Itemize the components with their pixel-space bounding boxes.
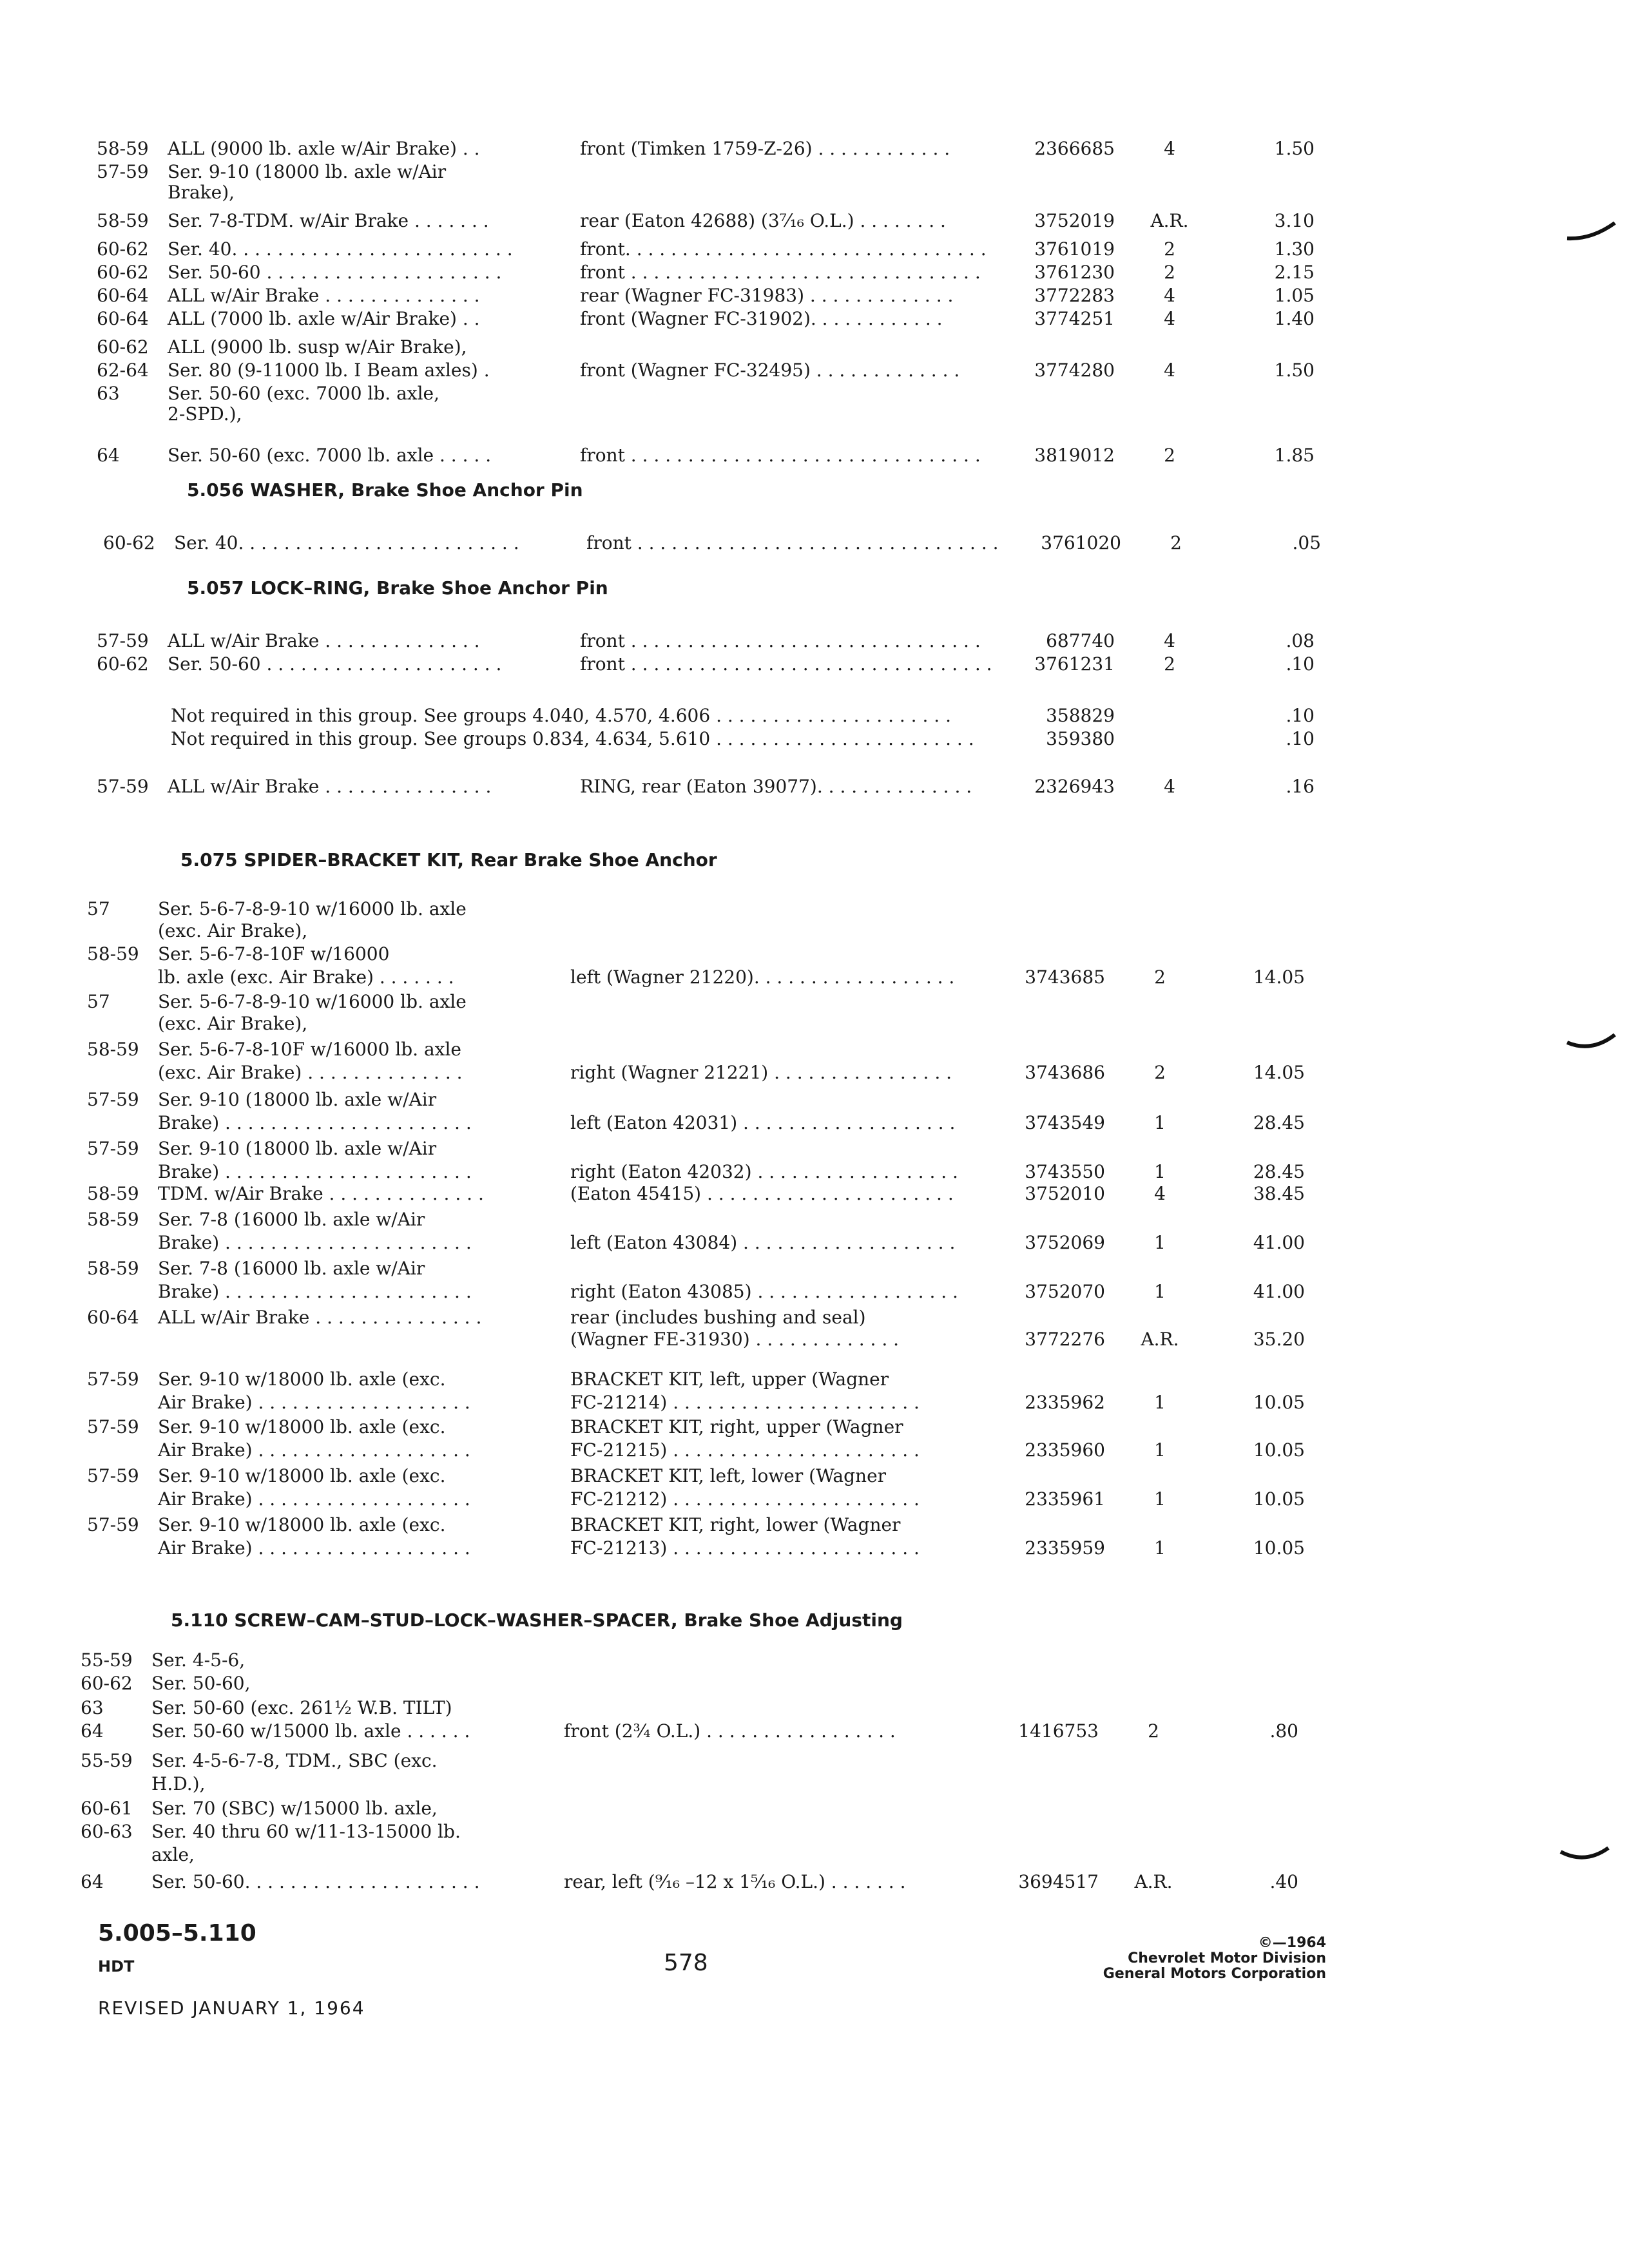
section-subtitle: Rear Brake Shoe Anchor xyxy=(470,849,717,870)
year-range: 57-59 xyxy=(87,1369,139,1390)
application: Ser. 9-10 w/18000 lb. axle (exc. xyxy=(158,1416,446,1437)
part-number: 358829 xyxy=(1046,705,1115,726)
part-description: BRACKET KIT, left, upper (Wagner xyxy=(570,1369,889,1390)
price: 1.85 xyxy=(1274,445,1315,466)
application: ALL w/Air Brake . . . . . . . . . . . . . . xyxy=(168,285,480,306)
price: 10.05 xyxy=(1253,1392,1305,1413)
year-range: 60-62 xyxy=(97,653,149,675)
application: lb. axle (exc. Air Brake) . . . . . . . xyxy=(158,966,454,988)
part-description: front . . . . . . . . . . . . . . . . . . . . . . . . . . . . . . . . xyxy=(586,532,999,553)
application: ALL (7000 lb. axle w/Air Brake) . . xyxy=(168,308,480,329)
hdt-label: HDT xyxy=(98,1957,135,1975)
year-range: 60-62 xyxy=(97,262,149,283)
year-range: 58-59 xyxy=(87,1209,139,1230)
section-number: 5.110 xyxy=(171,1610,228,1631)
quantity: 1 xyxy=(1154,1112,1166,1133)
application: Ser. 4-5-6, xyxy=(151,1649,246,1671)
year-range: 57-59 xyxy=(87,1089,139,1110)
price: .08 xyxy=(1286,630,1315,651)
part-number: 687740 xyxy=(1046,630,1115,651)
year-range: 57-59 xyxy=(97,161,149,182)
application: Ser. 4-5-6-7-8, TDM., SBC (exc. xyxy=(151,1750,438,1771)
year-range: 57-59 xyxy=(87,1416,139,1437)
section-heading xyxy=(187,577,608,599)
year-range: 57-59 xyxy=(87,1514,139,1535)
application: Ser. 7-8 (16000 lb. axle w/Air xyxy=(158,1209,425,1230)
quantity: 1 xyxy=(1154,1439,1166,1461)
part-number: 359380 xyxy=(1046,728,1115,749)
price: 1.50 xyxy=(1274,360,1315,381)
application: Ser. 50-60 (exc. 7000 lb. axle, xyxy=(168,383,439,404)
price: .10 xyxy=(1286,705,1315,726)
part-number: 2366685 xyxy=(1034,138,1115,159)
year-range: 60-62 xyxy=(97,238,149,260)
part-description: left (Eaton 43084) . . . . . . . . . . . . . . . . . . . xyxy=(570,1232,956,1253)
part-description: front . . . . . . . . . . . . . . . . . . . . . . . . . . . . . . . xyxy=(580,630,981,651)
application: Air Brake) . . . . . . . . . . . . . . . . . . . xyxy=(158,1392,470,1413)
application: Ser. 50-60 w/15000 lb. axle . . . . . . xyxy=(151,1720,470,1742)
part-number: 3761019 xyxy=(1034,238,1115,260)
part-description: front (Timken 1759-Z-26) . . . . . . . . . . . . xyxy=(580,138,950,159)
price: .05 xyxy=(1292,532,1321,553)
part-description: right (Wagner 21221) . . . . . . . . . . . . . . . . xyxy=(570,1062,952,1083)
quantity: 1 xyxy=(1154,1537,1166,1559)
section-title: SPIDER–BRACKET KIT, xyxy=(244,849,465,870)
application: ALL (9000 lb. axle w/Air Brake) . . xyxy=(168,138,480,159)
quantity: 1 xyxy=(1154,1161,1166,1182)
application: Ser. 40 thru 60 w/11-13-15000 lb. xyxy=(151,1821,461,1842)
application: Ser. 40. . . . . . . . . . . . . . . . . . . . . . . . . xyxy=(174,532,519,553)
part-description: rear (Wagner FC-31983) . . . . . . . . . . . . . xyxy=(580,285,954,306)
note-text: Not required in this group. See groups 0.834, 4.634, 5.610 . . . . . . . . . . . . . . . . . . . . . . . xyxy=(171,728,974,749)
quantity: A.R. xyxy=(1134,1871,1173,1892)
application: Ser. 7-8 (16000 lb. axle w/Air xyxy=(158,1258,425,1279)
application: Ser. 50-60 . . . . . . . . . . . . . . . . . . . . . xyxy=(168,653,502,675)
price: 38.45 xyxy=(1253,1183,1305,1204)
section-heading xyxy=(171,1610,903,1631)
application: Ser. 50-60, xyxy=(151,1673,251,1694)
year-range: 57-59 xyxy=(97,630,149,651)
year-range: 60-64 xyxy=(97,285,149,306)
application: Ser. 5-6-7-8-9-10 w/16000 lb. axle xyxy=(158,898,467,919)
quantity: 2 xyxy=(1164,653,1175,675)
part-number: 3743686 xyxy=(1025,1062,1105,1083)
application: Ser. 9-10 w/18000 lb. axle (exc. xyxy=(158,1514,446,1535)
price: 10.05 xyxy=(1253,1488,1305,1510)
year-range: 58-59 xyxy=(97,138,149,159)
price: 14.05 xyxy=(1253,966,1305,988)
section-number: 5.057 xyxy=(187,577,244,599)
part-description: front (Wagner FC-32495) . . . . . . . . . . . . . xyxy=(580,360,960,381)
part-number: 3774251 xyxy=(1034,308,1115,329)
application: (exc. Air Brake), xyxy=(158,920,308,941)
application: Ser. 5-6-7-8-9-10 w/16000 lb. axle xyxy=(158,991,467,1012)
price: 10.05 xyxy=(1253,1537,1305,1559)
division-name: Chevrolet Motor Division xyxy=(1128,1950,1326,1966)
price: 41.00 xyxy=(1253,1232,1305,1253)
quantity: 4 xyxy=(1164,360,1175,381)
year-range: 57-59 xyxy=(87,1465,139,1486)
price: 2.15 xyxy=(1274,262,1315,283)
application: Air Brake) . . . . . . . . . . . . . . . . . . . xyxy=(158,1537,470,1559)
quantity: 1 xyxy=(1154,1392,1166,1413)
year-range: 57-59 xyxy=(87,1138,139,1159)
application: Ser. 50-60 (exc. 261½ W.B. TILT) xyxy=(151,1697,452,1718)
year-range: 57-59 xyxy=(97,776,149,797)
application: Ser. 40. . . . . . . . . . . . . . . . . . . . . . . . . xyxy=(168,238,513,260)
application: ALL w/Air Brake . . . . . . . . . . . . . . . xyxy=(168,776,492,797)
quantity: A.R. xyxy=(1141,1329,1179,1350)
application: Brake) . . . . . . . . . . . . . . . . . . . . . . xyxy=(158,1232,472,1253)
price: 1.05 xyxy=(1274,285,1315,306)
part-description: BRACKET KIT, right, upper (Wagner xyxy=(570,1416,903,1437)
year-range: 60-63 xyxy=(81,1821,133,1842)
year-range: 58-59 xyxy=(87,1183,139,1204)
part-number: 3819012 xyxy=(1034,445,1115,466)
price: .80 xyxy=(1269,1720,1298,1742)
part-number: 3752010 xyxy=(1025,1183,1105,1204)
part-description: BRACKET KIT, right, lower (Wagner xyxy=(570,1514,901,1535)
application: Ser. 50-60 . . . . . . . . . . . . . . . . . . . . . xyxy=(168,262,502,283)
application: Ser. 9-10 (18000 lb. axle w/Air xyxy=(158,1138,437,1159)
year-range: 58-59 xyxy=(87,943,139,965)
part-description: FC-21213) . . . . . . . . . . . . . . . . . . . . . . xyxy=(570,1537,920,1559)
section-subtitle: Brake Shoe Anchor Pin xyxy=(351,479,583,501)
section-range: 5.005–5.110 xyxy=(98,1920,256,1946)
quantity: 4 xyxy=(1164,630,1175,651)
part-number: 2335962 xyxy=(1025,1392,1105,1413)
part-description: (Wagner FE-31930) . . . . . . . . . . . . . xyxy=(570,1329,900,1350)
quantity: 1 xyxy=(1154,1281,1166,1302)
part-number: 3694517 xyxy=(1018,1871,1099,1892)
part-description: front . . . . . . . . . . . . . . . . . . . . . . . . . . . . . . . . xyxy=(580,653,992,675)
part-number: 2335959 xyxy=(1025,1537,1105,1559)
year-range: 60-64 xyxy=(97,308,149,329)
year-range: 60-64 xyxy=(87,1307,139,1328)
application: Brake) . . . . . . . . . . . . . . . . . . . . . . xyxy=(158,1112,472,1133)
application: Ser. 9-10 w/18000 lb. axle (exc. xyxy=(158,1465,446,1486)
application: Ser. 80 (9-11000 lb. I Beam axles) . xyxy=(168,360,490,381)
section-title: WASHER, xyxy=(250,479,345,501)
year-range: 64 xyxy=(81,1871,104,1892)
quantity: 2 xyxy=(1154,1062,1166,1083)
year-range: 60-61 xyxy=(81,1798,133,1819)
quantity: 1 xyxy=(1154,1488,1166,1510)
price: 28.45 xyxy=(1253,1112,1305,1133)
part-description: BRACKET KIT, left, lower (Wagner xyxy=(570,1465,887,1486)
application: H.D.), xyxy=(151,1773,206,1794)
year-range: 64 xyxy=(81,1720,104,1742)
year-range: 63 xyxy=(81,1697,104,1718)
part-description: left (Eaton 42031) . . . . . . . . . . . . . . . . . . . xyxy=(570,1112,956,1133)
section-number: 5.056 xyxy=(187,479,244,501)
part-description: right (Eaton 42032) . . . . . . . . . . . . . . . . . . xyxy=(570,1161,958,1182)
quantity: 2 xyxy=(1164,262,1175,283)
part-number: 1416753 xyxy=(1018,1720,1099,1742)
year-range: 60-62 xyxy=(103,532,155,553)
year-range: 58-59 xyxy=(97,210,149,231)
quantity: 2 xyxy=(1170,532,1182,553)
part-description: rear (includes bushing and seal) xyxy=(570,1307,866,1328)
year-range: 57 xyxy=(87,991,110,1012)
application: Brake), xyxy=(168,182,235,203)
application: TDM. w/Air Brake . . . . . . . . . . . . . . xyxy=(158,1183,484,1204)
part-number: 3743685 xyxy=(1025,966,1105,988)
part-description: FC-21212) . . . . . . . . . . . . . . . . . . . . . . xyxy=(570,1488,920,1510)
application: ALL (9000 lb. susp w/Air Brake), xyxy=(168,336,467,358)
margin-mark xyxy=(1566,1031,1617,1057)
year-range: 57 xyxy=(87,898,110,919)
part-description: rear, left (⁹⁄₁₆ –12 x 1⁵⁄₁₆ O.L.) . . . . . . . xyxy=(564,1871,906,1892)
price: 14.05 xyxy=(1253,1062,1305,1083)
quantity: 2 xyxy=(1148,1720,1159,1742)
page-number: 578 xyxy=(664,1950,708,1976)
note-text: Not required in this group. See groups 4.040, 4.570, 4.606 . . . . . . . . . . . . . . . . . . . . . xyxy=(171,705,951,726)
quantity: 4 xyxy=(1154,1183,1166,1204)
price: 1.50 xyxy=(1274,138,1315,159)
section-title: SCREW–CAM–STUD–LOCK–WASHER–SPACER, xyxy=(234,1610,678,1631)
application: axle, xyxy=(151,1844,195,1865)
corporation-name: General Motors Corporation xyxy=(1103,1966,1326,1982)
quantity: 4 xyxy=(1164,138,1175,159)
quantity: 4 xyxy=(1164,308,1175,329)
part-number: 2326943 xyxy=(1034,776,1115,797)
part-number: 3743550 xyxy=(1025,1161,1105,1182)
price: 1.40 xyxy=(1274,308,1315,329)
quantity: 4 xyxy=(1164,776,1175,797)
price: 1.30 xyxy=(1274,238,1315,260)
part-description: left (Wagner 21220). . . . . . . . . . . . . . . . . . xyxy=(570,966,955,988)
part-number: 3772276 xyxy=(1025,1329,1105,1350)
section-heading xyxy=(187,479,583,501)
application: (exc. Air Brake), xyxy=(158,1013,308,1034)
part-description: FC-21215) . . . . . . . . . . . . . . . . . . . . . . xyxy=(570,1439,920,1461)
application: 2-SPD.), xyxy=(168,403,242,425)
application: Ser. 50-60. . . . . . . . . . . . . . . . . . . . . xyxy=(151,1871,480,1892)
price: .40 xyxy=(1269,1871,1298,1892)
application: Brake) . . . . . . . . . . . . . . . . . . . . . . xyxy=(158,1161,472,1182)
section-heading xyxy=(180,849,717,870)
quantity: A.R. xyxy=(1150,210,1189,231)
section-number: 5.075 xyxy=(180,849,238,870)
price: 41.00 xyxy=(1253,1281,1305,1302)
application: Ser. 9-10 (18000 lb. axle w/Air xyxy=(158,1089,437,1110)
quantity: 2 xyxy=(1164,445,1175,466)
copyright: ©—1964 xyxy=(1258,1935,1326,1951)
application: Air Brake) . . . . . . . . . . . . . . . . . . . xyxy=(158,1439,470,1461)
part-number: 3761230 xyxy=(1034,262,1115,283)
part-description: front . . . . . . . . . . . . . . . . . . . . . . . . . . . . . . . xyxy=(580,445,981,466)
year-range: 60-62 xyxy=(97,336,149,358)
part-description: FC-21214) . . . . . . . . . . . . . . . . . . . . . . xyxy=(570,1392,920,1413)
part-number: 3761020 xyxy=(1041,532,1121,553)
part-description: rear (Eaton 42688) (3⁷⁄₁₆ O.L.) . . . . . . . . xyxy=(580,210,946,231)
application: ALL w/Air Brake . . . . . . . . . . . . . . xyxy=(168,630,480,651)
price: 28.45 xyxy=(1253,1161,1305,1182)
quantity: 4 xyxy=(1164,285,1175,306)
application: Ser. 70 (SBC) w/15000 lb. axle, xyxy=(151,1798,438,1819)
price: .10 xyxy=(1286,728,1315,749)
part-number: 3743549 xyxy=(1025,1112,1105,1133)
application: Ser. 5-6-7-8-10F w/16000 lb. axle xyxy=(158,1039,461,1060)
copyright-block xyxy=(1103,1936,1326,1982)
part-number: 3752070 xyxy=(1025,1281,1105,1302)
part-description: front . . . . . . . . . . . . . . . . . . . . . . . . . . . . . . . xyxy=(580,262,981,283)
section-title: LOCK–RING, xyxy=(250,577,371,599)
application: Ser. 9-10 w/18000 lb. axle (exc. xyxy=(158,1369,446,1390)
part-number: 2335960 xyxy=(1025,1439,1105,1461)
part-description: front. . . . . . . . . . . . . . . . . . . . . . . . . . . . . . . . xyxy=(580,238,987,260)
application: Ser. 9-10 (18000 lb. axle w/Air xyxy=(168,161,447,182)
part-number: 3752019 xyxy=(1034,210,1115,231)
part-description: right (Eaton 43085) . . . . . . . . . . . . . . . . . . xyxy=(570,1281,958,1302)
application: (exc. Air Brake) . . . . . . . . . . . . . . xyxy=(158,1062,463,1083)
quantity: 1 xyxy=(1154,1232,1166,1253)
revised-date: REVISED JANUARY 1, 1964 xyxy=(98,1997,365,2019)
part-number: 3761231 xyxy=(1034,653,1115,675)
price: .16 xyxy=(1286,776,1315,797)
quantity: 2 xyxy=(1154,966,1166,988)
application: ALL w/Air Brake . . . . . . . . . . . . . . . xyxy=(158,1307,482,1328)
year-range: 62-64 xyxy=(97,360,149,381)
application: Air Brake) . . . . . . . . . . . . . . . . . . . xyxy=(158,1488,470,1510)
year-range: 58-59 xyxy=(87,1039,139,1060)
part-number: 3752069 xyxy=(1025,1232,1105,1253)
part-description: front (Wagner FC-31902). . . . . . . . . . . . xyxy=(580,308,943,329)
part-description: RING, rear (Eaton 39077). . . . . . . . . . . . . . xyxy=(580,776,972,797)
part-number: 2335961 xyxy=(1025,1488,1105,1510)
price: 10.05 xyxy=(1253,1439,1305,1461)
application: Ser. 50-60 (exc. 7000 lb. axle . . . . . xyxy=(168,445,492,466)
section-subtitle: Brake Shoe Adjusting xyxy=(684,1610,903,1631)
price: 3.10 xyxy=(1274,210,1315,231)
part-description: front (2¾ O.L.) . . . . . . . . . . . . . . . . . xyxy=(564,1720,896,1742)
application: Ser. 7-8-TDM. w/Air Brake . . . . . . . xyxy=(168,210,489,231)
year-range: 55-59 xyxy=(81,1649,133,1671)
year-range: 55-59 xyxy=(81,1750,133,1771)
application: Ser. 5-6-7-8-10F w/16000 xyxy=(158,943,390,965)
year-range: 64 xyxy=(97,445,120,466)
price: 35.20 xyxy=(1253,1329,1305,1350)
part-number: 3772283 xyxy=(1034,285,1115,306)
part-number: 3774280 xyxy=(1034,360,1115,381)
quantity: 2 xyxy=(1164,238,1175,260)
year-range: 58-59 xyxy=(87,1258,139,1279)
margin-mark xyxy=(1566,219,1617,245)
price: .10 xyxy=(1286,653,1315,675)
application: Brake) . . . . . . . . . . . . . . . . . . . . . . xyxy=(158,1281,472,1302)
year-range: 60-62 xyxy=(81,1673,133,1694)
margin-mark xyxy=(1559,1843,1611,1869)
part-description: (Eaton 45415) . . . . . . . . . . . . . . . . . . . . . . xyxy=(570,1183,954,1204)
year-range: 63 xyxy=(97,383,120,404)
section-subtitle: Brake Shoe Anchor Pin xyxy=(376,577,608,599)
